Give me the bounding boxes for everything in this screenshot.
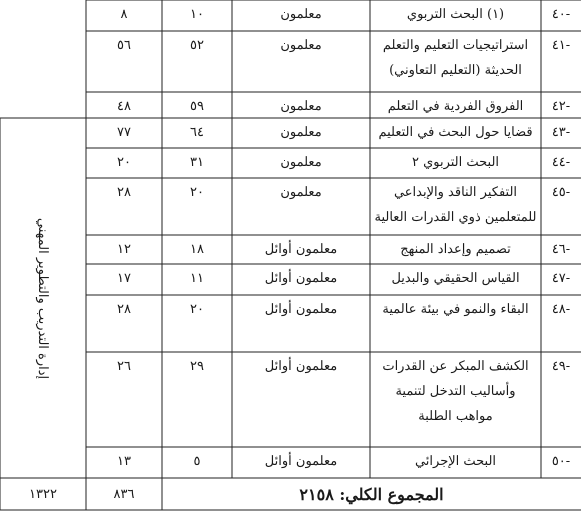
row-48-col-a: ٢٠ <box>190 302 204 317</box>
row-40-col-b: ٨ <box>120 7 128 22</box>
row-49-title: الكشف المبكر عن القدرات وأساليب التدخل لتنمية مواهب الطلبة <box>382 359 529 424</box>
row-45-col-b: ٢٨ <box>117 185 131 200</box>
row-44-title: البحث التربوي ٢ <box>411 155 500 170</box>
row-46-audience: معلمون أوائل <box>264 242 338 257</box>
row-50-number: -٥٠ <box>551 454 571 469</box>
row-48-number: -٤٨ <box>551 302 571 317</box>
row-47-number: -٤٧ <box>551 271 571 286</box>
row-50-audience: معلمون أوائل <box>264 454 338 469</box>
row-43-audience: معلمون <box>280 125 322 140</box>
row-47-col-b: ١٧ <box>117 271 131 286</box>
row-40-audience: معلمون <box>280 7 322 22</box>
row-49-col-a: ٢٩ <box>190 359 204 374</box>
row-41-col-a: ٥٢ <box>190 38 204 53</box>
total-col-a: ٨٣٦ <box>113 486 135 502</box>
row-46-col-a: ١٨ <box>190 242 204 257</box>
row-48-col-b: ٢٨ <box>117 302 131 317</box>
row-45-number: -٤٥ <box>551 185 571 200</box>
row-50-col-b: ١٣ <box>117 454 131 469</box>
department-text: إدارة التدريب والتطوير المهني <box>35 217 51 379</box>
row-50-col-a: ٥ <box>193 454 201 469</box>
total-col-b: ١٣٢٢ <box>29 486 57 502</box>
row-43-col-a: ٦٤ <box>190 125 204 140</box>
row-41-col-b: ٥٦ <box>117 38 131 53</box>
row-41-title: استراتيجيات التعليم والتعلم الحديثة (التعليم التعاوني) <box>382 38 529 78</box>
row-42-col-a: ٥٩ <box>190 99 204 114</box>
row-43-number: -٤٣ <box>551 125 571 140</box>
row-42-col-b: ٤٨ <box>117 99 131 114</box>
row-47-audience: معلمون أوائل <box>264 271 338 286</box>
row-49-col-b: ٢٦ <box>117 359 131 374</box>
row-46-title: تصميم وإعداد المنهج <box>400 242 511 257</box>
row-42-audience: معلمون <box>280 99 322 114</box>
row-40-col-a: ١٠ <box>190 7 204 22</box>
row-46-number: -٤٦ <box>551 242 571 257</box>
row-40-title: (١) البحث التربوي <box>406 7 505 22</box>
department-label <box>0 118 86 478</box>
total-label: المجموع الكلي: ٢١٥٨ <box>299 484 444 504</box>
row-43-title: قضايا حول البحث في التعليم <box>378 125 533 140</box>
row-50-title: البحث الإجرائي <box>414 454 497 469</box>
row-48-audience: معلمون أوائل <box>264 302 338 317</box>
row-42-title: الفروق الفردية في التعلم <box>387 99 524 114</box>
row-44-col-b: ٢٠ <box>117 155 131 170</box>
row-43-col-b: ٧٧ <box>117 125 131 140</box>
row-44-col-a: ٣١ <box>190 155 204 170</box>
row-45-title: التفكير الناقد والإبداعي للمتعلمين ذوي القدرات العالية <box>374 185 537 225</box>
row-49-number: -٤٩ <box>551 359 571 374</box>
row-45-audience: معلمون <box>280 185 322 200</box>
row-44-audience: معلمون <box>280 155 322 170</box>
row-48-title: البقاء والنمو في بيئة عالمية <box>382 302 529 317</box>
row-41-number: -٤١ <box>551 38 571 53</box>
row-45-col-a: ٢٠ <box>190 185 204 200</box>
row-44-number: -٤٤ <box>551 155 571 170</box>
row-49-audience: معلمون أوائل <box>264 359 338 374</box>
row-42-number: -٤٢ <box>551 99 571 114</box>
row-47-title: القياس الحقيقي والبديل <box>391 271 520 286</box>
row-47-col-a: ١١ <box>190 271 204 286</box>
row-40-number: -٤٠ <box>551 7 571 22</box>
row-46-col-b: ١٢ <box>117 242 131 257</box>
row-41-audience: معلمون <box>280 38 322 53</box>
